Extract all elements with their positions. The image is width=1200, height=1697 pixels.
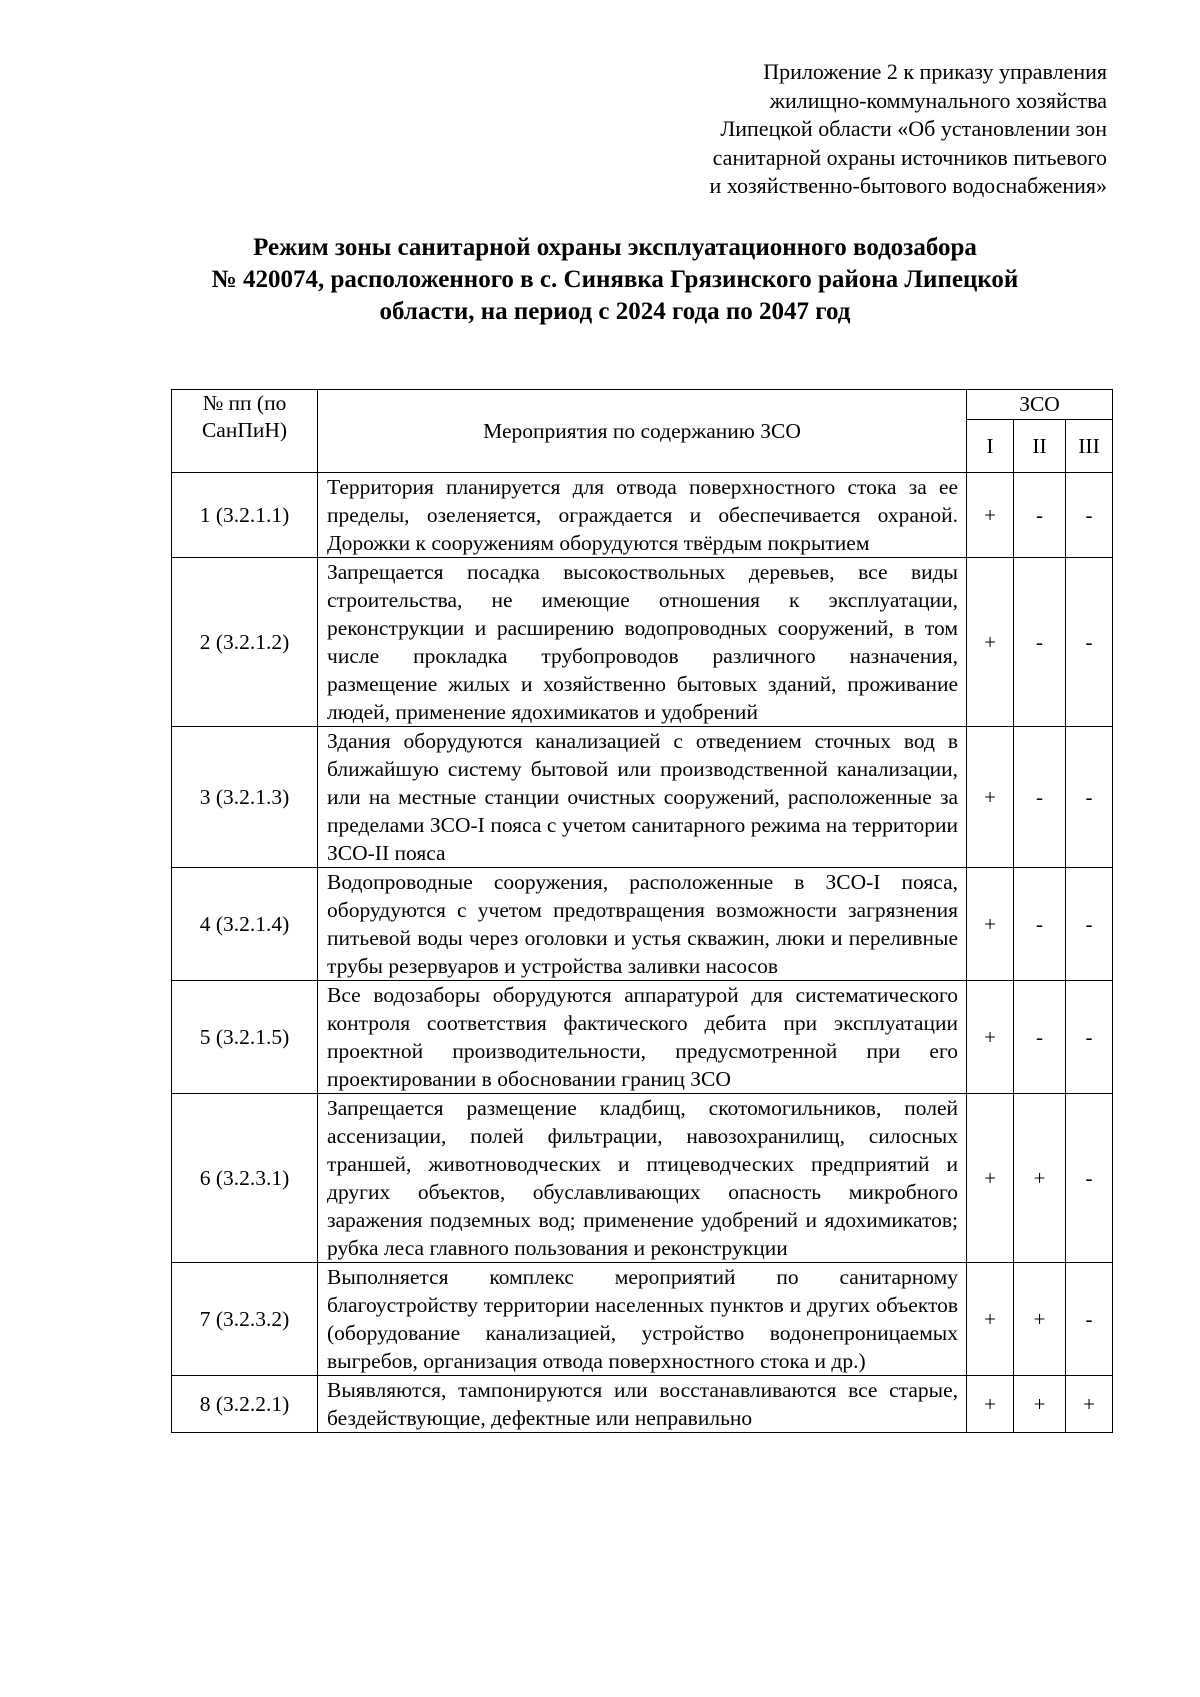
table-row xyxy=(172,1376,1113,1433)
row-measure-text: Запрещается посадка высокоствольных деревьев, все виды строительства, не имеющие отношения к эксплуатации, реконструкции и расширению водопроводных сооружений, в том числе прокладка трубопроводов различного назначения, размещение жилых и хозяйственно бытовых зданий, проживание людей, применение ядохимикатов и удобрений xyxy=(318,558,967,727)
row-mark-zone-iii: - xyxy=(1066,1094,1113,1263)
title-line: области, на период с 2024 года по 2047 год xyxy=(379,298,851,325)
row-mark-zone-i: + xyxy=(967,1263,1014,1376)
row-number: 5 (3.2.1.5) xyxy=(172,981,318,1094)
row-mark-zone-i: + xyxy=(967,868,1014,981)
row-mark-zone-iii: - xyxy=(1066,558,1113,727)
table-row xyxy=(172,981,1113,1094)
appendix-line: жилищно-коммунального хозяйства xyxy=(769,87,1107,113)
row-measure-text: Выявляются, тампонируются или восстанавливаются все старые, бездействующие, дефектные или неправильно xyxy=(318,1376,967,1433)
row-mark-zone-ii: - xyxy=(1014,558,1066,727)
row-mark-zone-iii: - xyxy=(1066,868,1113,981)
header-zso-group: ЗСО xyxy=(967,390,1113,420)
row-mark-zone-ii: - xyxy=(1014,981,1066,1094)
row-mark-zone-i: + xyxy=(967,981,1014,1094)
row-mark-zone-iii: - xyxy=(1066,473,1113,558)
appendix-line: Приложение 2 к приказу управления xyxy=(763,59,1107,84)
table-row xyxy=(172,558,1113,727)
header-number-column xyxy=(172,390,318,473)
table-row xyxy=(172,727,1113,868)
header-zone-ii: II xyxy=(1014,420,1066,473)
appendix-reference xyxy=(587,58,1107,201)
title-line: Режим зоны санитарной охраны эксплуатационного водозабора xyxy=(253,234,977,261)
document-title xyxy=(120,232,1110,328)
appendix-line: Липецкой области «Об установлении зон xyxy=(720,116,1107,141)
row-mark-zone-ii: - xyxy=(1014,727,1066,868)
row-mark-zone-ii: + xyxy=(1014,1263,1066,1376)
table-row xyxy=(172,1094,1113,1263)
row-measure-text: Водопроводные сооружения, расположенные в ЗСО-I пояса, оборудуются с учетом предотвращения возможности загрязнения питьевой воды через оголовки и устья скважин, люки и переливные трубы резервуаров и устройства заливки насосов xyxy=(318,868,967,981)
table-row xyxy=(172,1263,1113,1376)
header-measures-column: Мероприятия по содержанию ЗСО xyxy=(318,390,967,473)
title-line: № 420074, расположенного в с. Синявка Грязинского района Липецкой xyxy=(211,266,1019,293)
row-number: 7 (3.2.3.2) xyxy=(172,1263,318,1376)
row-number: 3 (3.2.1.3) xyxy=(172,727,318,868)
row-mark-zone-i: + xyxy=(967,1094,1014,1263)
row-mark-zone-ii: - xyxy=(1014,868,1066,981)
appendix-line: санитарной охраны источников питьевого xyxy=(712,144,1107,170)
row-mark-zone-iii: - xyxy=(1066,981,1113,1094)
row-number: 4 (3.2.1.4) xyxy=(172,868,318,981)
row-mark-zone-iii: - xyxy=(1066,1263,1113,1376)
row-number: 6 (3.2.3.1) xyxy=(172,1094,318,1263)
row-number: 2 (3.2.1.2) xyxy=(172,558,318,727)
row-mark-zone-i: + xyxy=(967,473,1014,558)
row-mark-zone-iii: - xyxy=(1066,727,1113,868)
row-mark-zone-i: + xyxy=(967,727,1014,868)
row-mark-zone-i: + xyxy=(967,1376,1014,1433)
row-mark-zone-i: + xyxy=(967,558,1014,727)
header-zone-iii: III xyxy=(1066,420,1113,473)
table-row xyxy=(172,868,1113,981)
row-measure-text: Выполняется комплекс мероприятий по санитарному благоустройству территории населенных пунктов и других объектов (оборудование канализацией, устройство водонепроницаемых выгребов, организация отвода поверхностного стока и др.) xyxy=(318,1263,967,1376)
row-mark-zone-ii: - xyxy=(1014,473,1066,558)
header-number-line: СанПиН) xyxy=(201,418,288,442)
table-row xyxy=(172,473,1113,558)
row-measure-text: Здания оборудуются канализацией с отведением сточных вод в ближайшую систему бытовой или производственной канализации, или на местные станции очистных сооружений, расположенные за пределами ЗСО-I пояса с учетом санитарного режима на территории ЗСО-II пояса xyxy=(318,727,967,868)
row-mark-zone-ii: + xyxy=(1014,1376,1066,1433)
appendix-line: и хозяйственно-бытового водоснабжения» xyxy=(709,173,1107,198)
row-measure-text: Территория планируется для отвода поверхностного стока за ее пределы, озеленяется, ограждается и обеспечивается охраной. Дорожки к сооружениям оборудуются твёрдым покрытием xyxy=(318,473,967,558)
row-number: 8 (3.2.2.1) xyxy=(172,1376,318,1433)
header-zone-i: I xyxy=(967,420,1014,473)
header-number-line: № пп (по xyxy=(202,391,287,415)
row-measure-text: Все водозаборы оборудуются аппаратурой для систематического контроля соответствия фактического дебита при эксплуатации проектной производительности, предусмотренной при его проектировании в обосновании границ ЗСО xyxy=(318,981,967,1094)
row-mark-zone-iii: + xyxy=(1066,1376,1113,1433)
row-measure-text: Запрещается размещение кладбищ, скотомогильников, полей ассенизации, полей фильтрации, навозохранилищ, силосных траншей, животноводческих и птицеводческих предприятий и других объектов, обуславливающих опасность микробного заражения подземных вод; применение удобрений и ядохимикатов; рубка леса главного пользования и реконструкции xyxy=(318,1094,967,1263)
row-mark-zone-ii: + xyxy=(1014,1094,1066,1263)
regime-table xyxy=(171,389,1113,1433)
row-number: 1 (3.2.1.1) xyxy=(172,473,318,558)
table-header-row xyxy=(172,390,1113,420)
